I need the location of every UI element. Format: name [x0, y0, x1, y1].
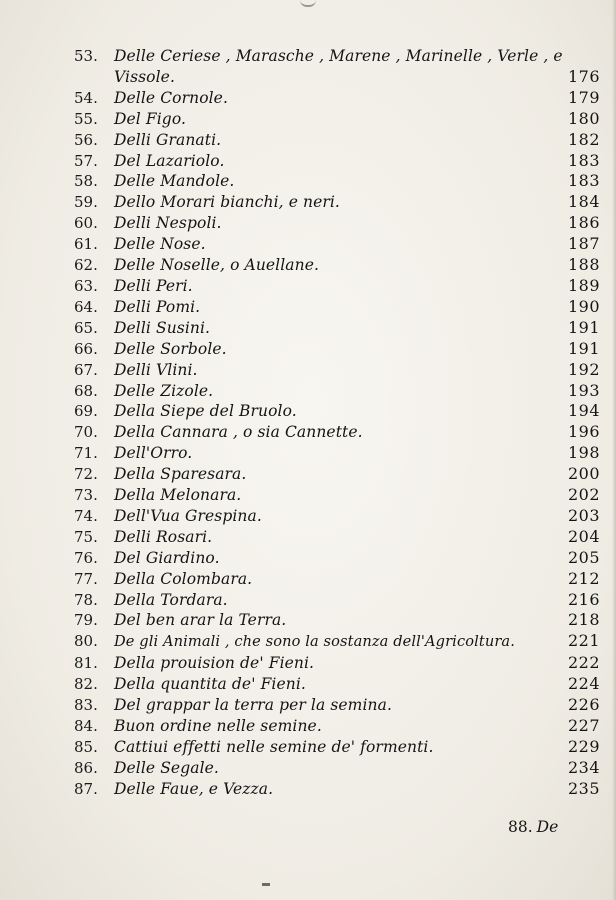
entry-page: 224 [567, 674, 600, 694]
entry-page: 229 [567, 736, 600, 756]
toc-entry-continuation [74, 67, 602, 88]
entry-number: 76. [74, 548, 98, 567]
entry-title: Delli Granati. [114, 130, 222, 149]
entry-page: 222 [567, 653, 600, 673]
toc-entry [74, 360, 602, 381]
entry-page: 204 [567, 526, 600, 546]
entry-title: Della quantita de' Fieni. [114, 675, 306, 694]
entry-number: 82. [74, 675, 98, 694]
entry-number: 67. [74, 360, 98, 379]
entry-page: 218 [567, 610, 600, 630]
entry-title: Vissole. [114, 67, 175, 86]
entry-title: Delle Faue, e Vezza. [114, 779, 274, 798]
entry-page: 193 [567, 380, 600, 400]
toc-entry [74, 109, 602, 130]
entry-number: 56. [74, 130, 98, 149]
entry-number: 57. [74, 151, 98, 170]
top-margin-mark [300, 0, 316, 7]
entry-title: Della Siepe del Bruolo. [114, 402, 297, 421]
toc-entry [74, 716, 602, 737]
entry-title: Del ben arar la Terra. [114, 611, 287, 630]
entry-number: 85. [74, 737, 98, 756]
entry-title: Del grappar la terra per la semina. [114, 696, 392, 715]
entry-title: Delle Segale. [114, 758, 219, 777]
entry-page: 191 [567, 338, 600, 358]
entry-title: Delli Susini. [114, 318, 211, 337]
entry-page: 216 [567, 589, 600, 609]
entry-page: 189 [567, 275, 600, 295]
entry-number: 55. [74, 109, 98, 128]
entry-title: Dell'Orro. [114, 444, 193, 463]
entry-title: Cattiui effetti nelle semine de' formenti. [114, 737, 434, 756]
entry-title: Delli Peri. [114, 276, 193, 295]
entry-page: 179 [567, 87, 600, 107]
entry-page: 212 [567, 568, 600, 588]
entry-title: Della Colombara. [114, 569, 253, 588]
entry-title: Dell'Vua Grespina. [114, 506, 262, 525]
toc-entry [74, 213, 602, 234]
entry-number: 66. [74, 339, 98, 358]
entry-title: Della prouision de' Fieni. [114, 654, 315, 673]
entry-number: 65. [74, 318, 98, 337]
entry-number: 81. [74, 654, 98, 673]
entry-number: 74. [74, 506, 98, 525]
entry-page: 192 [567, 359, 600, 379]
entry-number: 63. [74, 276, 98, 295]
entry-title: Delle Zizole. [114, 381, 214, 400]
entry-page: 203 [567, 505, 600, 525]
catchword-text: De [536, 818, 559, 836]
entry-number: 54. [74, 88, 98, 107]
entry-number: 77. [74, 569, 98, 588]
toc-entry [74, 401, 602, 422]
entry-page: 184 [567, 192, 600, 212]
toc-entry [74, 590, 602, 611]
toc-entry [74, 192, 602, 213]
entry-page: 235 [567, 778, 600, 798]
toc-entry [74, 506, 602, 527]
entry-page: 194 [567, 401, 600, 421]
entry-number: 80. [74, 632, 98, 651]
entry-title: Delli Pomi. [114, 297, 201, 316]
toc-entry [74, 422, 602, 443]
entry-number: 61. [74, 235, 98, 254]
entry-title: Delle Mandole. [114, 172, 235, 191]
toc-entry [74, 464, 602, 485]
toc-entry [74, 779, 602, 800]
entry-title: Delle Noselle, o Auellane. [114, 256, 320, 275]
entry-number: 84. [74, 717, 98, 735]
toc-entry [74, 653, 602, 674]
toc-entry [74, 381, 602, 402]
toc-entry [74, 631, 602, 653]
entry-page: 202 [567, 485, 600, 505]
toc-entry [74, 485, 602, 506]
entry-page: 187 [567, 234, 600, 254]
entry-page: 188 [567, 255, 600, 275]
catchword-number: 88. [508, 818, 533, 836]
entry-title: Delle Ceriese , Marasche , Marene , Marinelle , Verle , e [114, 47, 563, 65]
entry-number: 73. [74, 486, 98, 505]
entry-number: 70. [74, 423, 98, 442]
entry-number: 60. [74, 214, 98, 233]
entry-page: 191 [567, 317, 600, 337]
entry-title: Delli Nespoli. [114, 214, 222, 233]
entry-page: 198 [567, 443, 600, 463]
entry-number: 71. [74, 444, 98, 463]
toc-entry [74, 443, 602, 464]
toc-entry [74, 758, 602, 779]
toc-entry [74, 610, 602, 631]
toc-entry [74, 88, 602, 109]
entry-page: 227 [567, 716, 600, 735]
entry-page: 183 [567, 150, 600, 170]
toc-entry [74, 297, 602, 318]
entry-title: De gli Animali , che sono la sostanza dell'Agricoltura. [114, 633, 515, 651]
entry-number: 68. [74, 381, 98, 400]
entry-page: 205 [567, 547, 600, 567]
entry-page: 176 [567, 66, 600, 86]
entry-title: Delle Cornole. [114, 88, 228, 107]
entry-title: Delle Sorbole. [114, 339, 227, 358]
page-edge-shadow [612, 0, 616, 900]
table-of-contents [74, 46, 602, 800]
entry-number: 64. [74, 297, 98, 316]
entry-page: 186 [567, 213, 600, 233]
toc-entry [74, 234, 602, 255]
entry-number: 78. [74, 590, 98, 609]
entry-page: 200 [567, 464, 600, 484]
toc-entry [74, 276, 602, 297]
entry-page: 196 [567, 422, 600, 442]
catchword [508, 818, 558, 836]
entry-title: Delli Rosari. [114, 527, 213, 546]
entry-title: Delle Nose. [114, 235, 206, 254]
toc-entry [74, 318, 602, 339]
toc-entry [74, 151, 602, 172]
entry-page: 226 [567, 695, 600, 715]
entry-title: Delli Vlini. [114, 360, 198, 379]
toc-entry [74, 674, 602, 695]
entry-title: Della Sparesara. [114, 465, 247, 484]
toc-entry [74, 548, 602, 569]
entry-number: 59. [74, 193, 98, 212]
toc-entry [74, 130, 602, 151]
entry-number: 75. [74, 527, 98, 546]
entry-page: 190 [567, 296, 600, 316]
entry-number: 79. [74, 611, 98, 630]
entry-number: 53. [74, 47, 98, 65]
entry-number: 87. [74, 779, 98, 798]
toc-entry [74, 569, 602, 590]
entry-number: 62. [74, 256, 98, 275]
entry-number: 86. [74, 758, 98, 777]
entry-title: Del Figo. [114, 109, 187, 128]
entry-page: 221 [567, 631, 600, 651]
entry-title: Del Giardino. [114, 548, 220, 567]
toc-entry [74, 339, 602, 360]
entry-title: Del Lazariolo. [114, 151, 225, 170]
entry-page: 180 [567, 108, 600, 128]
bottom-margin-mark [262, 883, 270, 886]
toc-entry [74, 737, 602, 758]
entry-page: 234 [567, 757, 600, 777]
toc-entry [74, 527, 602, 548]
toc-entry [74, 171, 602, 192]
entry-title: Della Cannara , o sia Cannette. [114, 423, 363, 442]
entry-title: Dello Morari bianchi, e neri. [114, 193, 340, 212]
entry-page: 183 [567, 171, 600, 191]
toc-entry [74, 255, 602, 276]
entry-number: 58. [74, 172, 98, 191]
entry-number: 69. [74, 402, 98, 421]
toc-entry [74, 695, 602, 716]
entry-number: 83. [74, 696, 98, 715]
entry-page: 182 [567, 129, 600, 149]
entry-title: Buon ordine nelle semine. [114, 717, 322, 735]
entry-title: Della Tordara. [114, 590, 228, 609]
toc-entry [74, 46, 602, 67]
entry-title: Della Melonara. [114, 486, 242, 505]
entry-number: 72. [74, 465, 98, 484]
